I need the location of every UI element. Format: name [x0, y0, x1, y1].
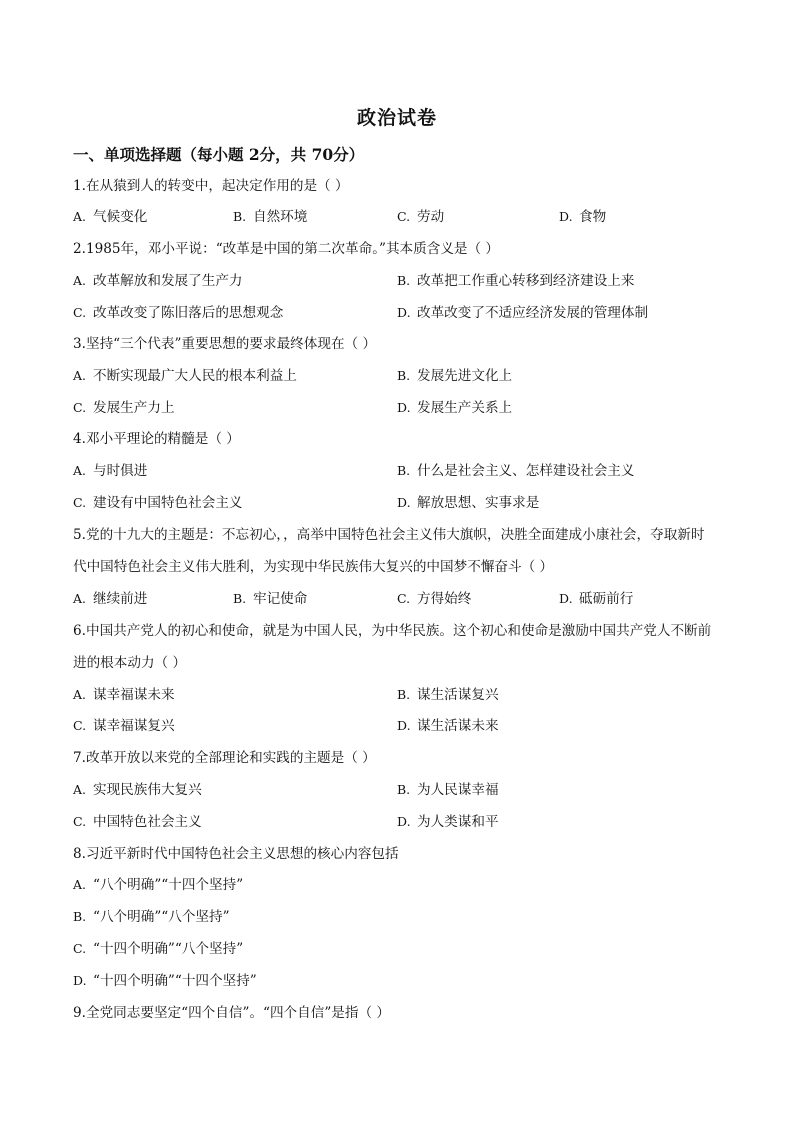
- question-1-stem: 1.在从猿到人的转变中，起决定作用的是（ ）: [73, 178, 349, 194]
- question-1-option-d: D. 食物: [559, 209, 607, 225]
- question-7-option-a: A. 实现民族伟大复兴: [73, 782, 202, 798]
- question-4-option-b: B. 什么是社会主义、怎样建设社会主义: [397, 463, 635, 479]
- question-2-option-b: B. 改革把工作重心转移到经济建设上来: [397, 273, 635, 289]
- question-3-option-b: B. 发展先进文化上: [397, 368, 513, 384]
- question-6-option-a: A. 谋幸福谋未来: [73, 687, 175, 703]
- question-3-option-c: C. 发展生产力上: [73, 400, 175, 416]
- question-4-stem: 4.邓小平理论的精髓是（ ）: [73, 431, 240, 447]
- question-1-option-a: A. 气候变化: [73, 209, 148, 225]
- question-8-option-d: D. “十四个明确”“十四个坚持”: [73, 973, 257, 989]
- question-6-option-c: C. 谋幸福谋复兴: [73, 718, 175, 734]
- question-1-option-c: C. 劳动: [397, 209, 445, 225]
- question-8-option-a: A. “八个明确”“十四个坚持”: [73, 877, 244, 893]
- question-2-option-d: D. 改革改变了不适应经济发展的管理体制: [397, 305, 649, 321]
- question-5-option-c: C. 方得始终: [397, 591, 472, 607]
- question-2-option-a: A. 改革解放和发展了生产力: [73, 273, 243, 289]
- question-7-option-b: B. 为人民谋幸福: [397, 782, 499, 798]
- question-9-stem: 9.全党同志要坚定“四个自信”。“四个自信”是指（ ）: [73, 1005, 390, 1021]
- question-5-option-d: D. 砥砺前行: [559, 591, 634, 607]
- page-title: 政治试卷: [356, 107, 437, 129]
- question-6-option-d: D. 谋生活谋未来: [397, 718, 499, 734]
- question-5-option-b: B. 牢记使命: [233, 591, 308, 607]
- question-8-option-b: B. “八个明确”“八个坚持”: [73, 909, 230, 925]
- question-6-option-b: B. 谋生活谋复兴: [397, 687, 499, 703]
- question-2-option-c: C. 改革改变了陈旧落后的思想观念: [73, 305, 284, 321]
- question-5-stem-line2: 代中国特色社会主义伟大胜利，为实现中华民族伟大复兴的中国梦不懈奋斗（ ）: [73, 559, 554, 575]
- question-5-option-a: A. 继续前进: [73, 591, 148, 607]
- question-3-option-a: A. 不断实现最广大人民的根本利益上: [73, 368, 297, 384]
- question-8-option-c: C. “十四个明确”“八个坚持”: [73, 941, 244, 957]
- section-heading: 一、单项选择题（每小题 2分，共 70分）: [73, 145, 365, 164]
- question-4-option-c: C. 建设有中国特色社会主义: [73, 495, 243, 511]
- question-6-stem-line2: 进的根本动力（ ）: [73, 655, 187, 671]
- question-8-stem: 8.习近平新时代中国特色社会主义思想的核心内容包括: [73, 846, 399, 862]
- question-6-stem-line1: 6.中国共产党人的初心和使命，就是为中国人民，为中华民族。这个初心和使命是激励中国共产党人不断前: [73, 623, 712, 639]
- question-7-option-d: D. 为人类谋和平: [397, 814, 499, 830]
- question-3-stem: 3.坚持“三个代表”重要思想的要求最终体现在（ ）: [73, 336, 377, 352]
- question-2-stem: 2.1985年，邓小平说：“改革是中国的第二次革命。”其本质含义是（ ）: [73, 241, 500, 257]
- question-3-option-d: D. 发展生产关系上: [397, 400, 513, 416]
- question-1-option-b: B. 自然环境: [233, 209, 308, 225]
- question-7-option-c: C. 中国特色社会主义: [73, 814, 202, 830]
- question-7-stem: 7.改革开放以来党的全部理论和实践的主题是（ ）: [73, 750, 376, 766]
- question-4-option-a: A. 与时俱进: [73, 463, 148, 479]
- question-4-option-d: D. 解放思想、实事求是: [397, 495, 540, 511]
- question-5-stem-line1: 5.党的十九大的主题是：不忘初心，，高举中国特色社会主义伟大旗帜，决胜全面建成小康社会，夺取新时: [73, 527, 705, 543]
